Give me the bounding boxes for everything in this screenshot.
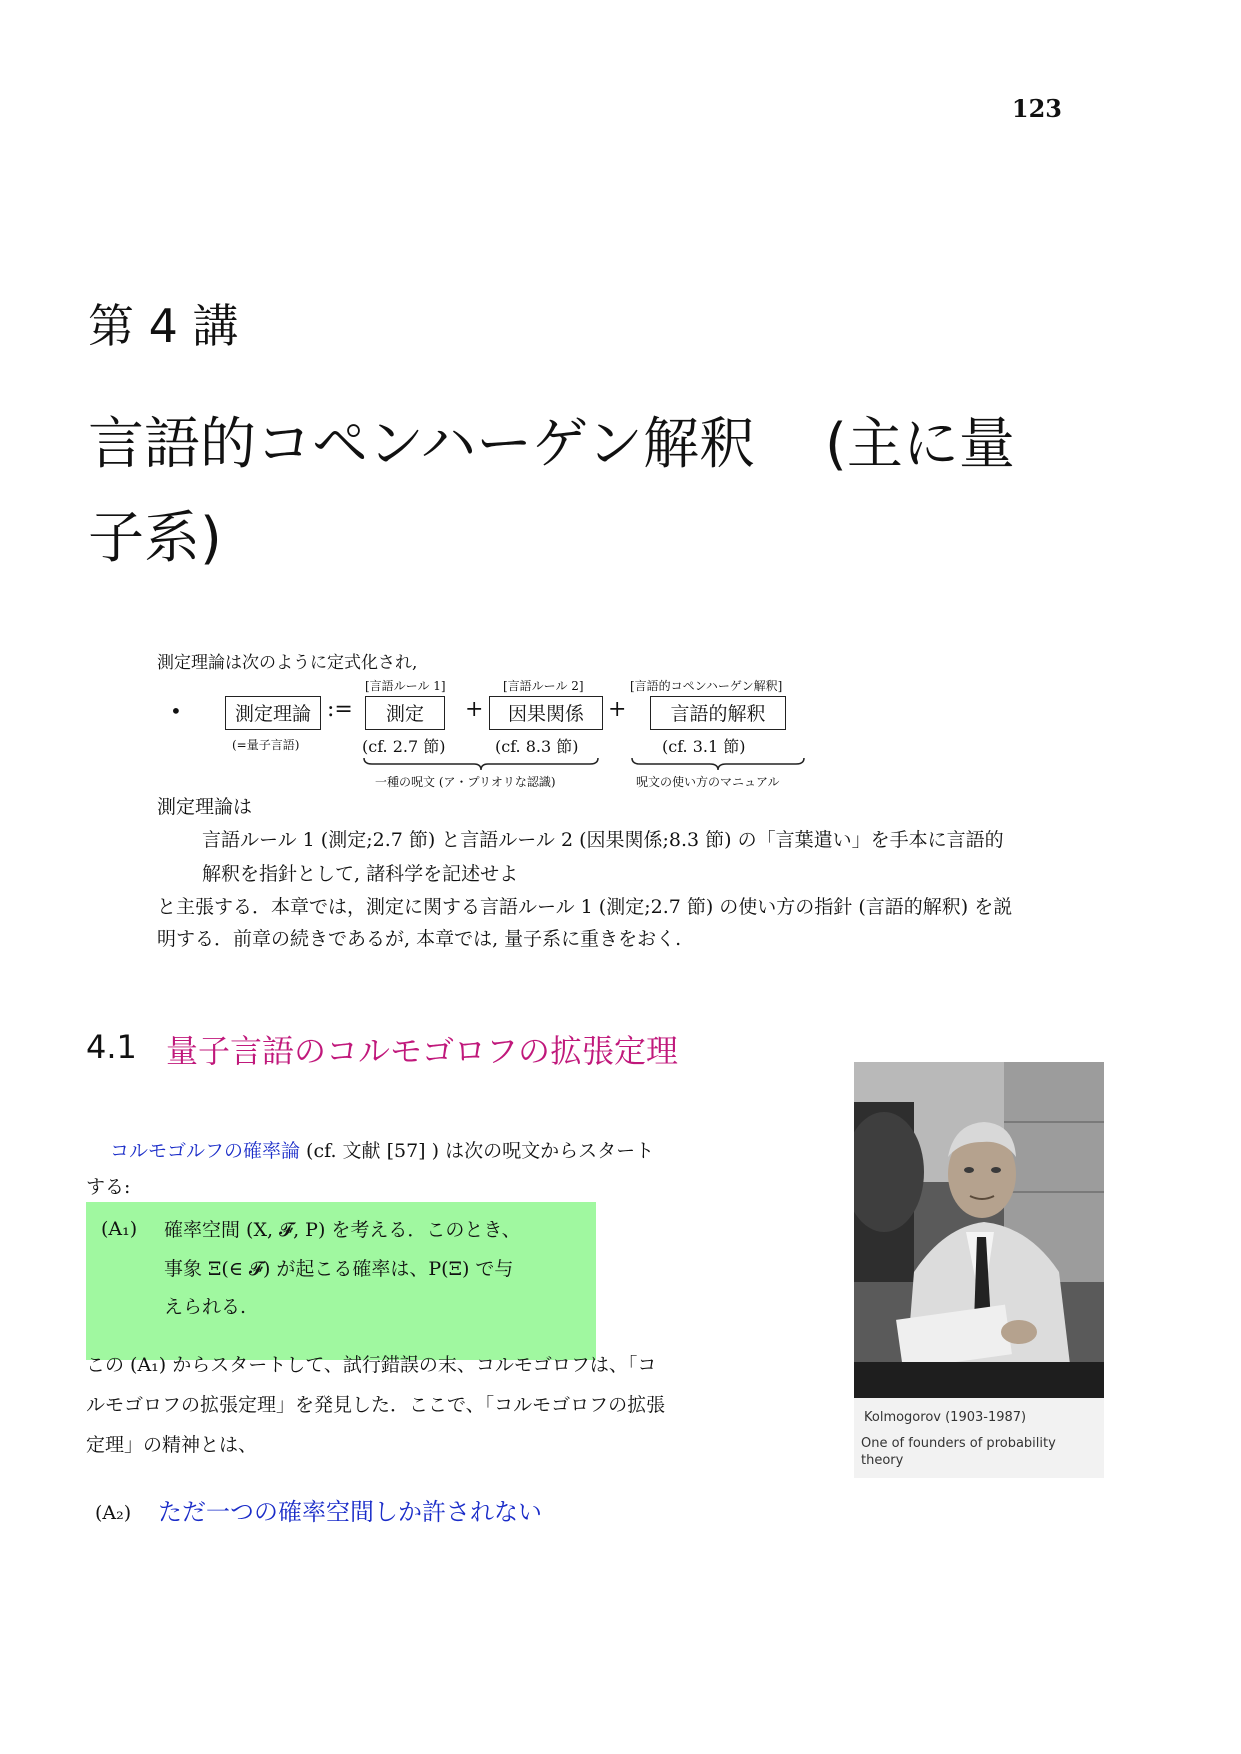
chapter-title-part1: 言語的コペンハーゲン解釈 xyxy=(88,412,755,477)
photo-caption-desc-2: theory xyxy=(861,1453,904,1468)
section-number: 4.1 xyxy=(86,1028,137,1066)
para-2-line1: と主張する．本章では，測定に関する言語ルール 1 (測定;2.7 節) の使い方の指針 (言語的解釈) を説 xyxy=(157,896,1013,918)
section-title: 量子言語のコルモゴロフの拡張定理 xyxy=(166,1032,679,1070)
box2: 因果関係 xyxy=(489,696,603,730)
box1: 測定 xyxy=(365,696,445,730)
box3-cf: (cf. 3.1 節) xyxy=(662,737,746,756)
plus-op-1: + xyxy=(465,697,484,722)
lhs-box: 測定理論 xyxy=(225,696,321,730)
chapter-title-part2: (主に量 xyxy=(824,412,1015,477)
para-1-line1: 言語ルール 1 (測定;2.7 節) と言語ルール 2 (因果関係;8.3 節) の「言葉遣い」を手本に言語的 xyxy=(202,829,1004,851)
photo-caption-desc-1: One of founders of probability xyxy=(861,1436,1056,1451)
brace-2 xyxy=(630,756,806,772)
section-para-1-line1 xyxy=(110,1134,654,1168)
box3: 言語的解釈 xyxy=(650,696,786,730)
a1-line3: えられる. xyxy=(164,1296,247,1318)
lhs-note: (=量子言語) xyxy=(232,738,300,752)
box3-top: [言語的コペンハーゲン解釈] xyxy=(630,679,783,693)
section-para-2-line2: ルモゴロフの拡張定理」を発見した．ここで、「コルモゴロフの拡張 xyxy=(86,1394,666,1416)
a1-line2: 事象 Ξ(∈ 𝓕) が起こる確率は、P(Ξ) で与 xyxy=(164,1258,514,1280)
plus-op-2: + xyxy=(608,697,627,722)
para-1-line2: 解釈を指針として, 諸科学を記述せよ xyxy=(202,863,519,885)
assign-op: := xyxy=(327,697,353,722)
kolmogorov-photo xyxy=(854,1062,1104,1398)
box1-cf: (cf. 2.7 節) xyxy=(362,737,446,756)
a2-label: (A₂) xyxy=(95,1502,132,1524)
a2-text: ただ一つの確率空間しか許されない xyxy=(158,1498,542,1526)
para-2-line2: 明する．前章の続きであるが, 本章では, 量子系に重きをおく. xyxy=(157,928,682,950)
chapter-label: 第 4 講 xyxy=(88,299,239,353)
section-para-2-line3: 定理」の精神とは、 xyxy=(86,1434,258,1456)
chapter-title-part3: 子系) xyxy=(88,506,222,571)
probability-theory-link[interactable]: コルモゴルフの確率論 xyxy=(110,1140,301,1162)
portrait-illustration xyxy=(854,1062,1104,1398)
section-para-1-line2: する: xyxy=(86,1176,131,1198)
box1-top: [言語ルール 1] xyxy=(365,679,446,693)
section-para-2-line1: この (A₁) からスタートして、試行錯誤の末、コルモゴロフは、「コ xyxy=(86,1354,657,1376)
para-1-head: 測定理論は xyxy=(157,796,253,818)
bullet: • xyxy=(170,699,182,723)
brace-1 xyxy=(362,756,600,772)
box2-top: [言語ルール 2] xyxy=(503,679,584,693)
a1-line1: 確率空間 (X, 𝓕, P) を考える．このとき、 xyxy=(164,1219,521,1241)
chapter-title xyxy=(88,398,1088,586)
brace-2-label: 呪文の使い方のマニュアル xyxy=(636,775,780,789)
brace-1-label: 一種の呪文 (ア・プリオリな認識) xyxy=(375,775,556,789)
section-para-1-rest: (cf. 文献 [57] ) は次の呪文からスタート xyxy=(300,1140,655,1162)
page-number: 123 xyxy=(1011,94,1062,123)
photo-caption-name: Kolmogorov (1903-1987) xyxy=(864,1410,1027,1425)
photo-caption-panel xyxy=(854,1398,1104,1478)
intro-lead: 測定理論は次のように定式化され, xyxy=(157,653,418,673)
a1-label: (A₁) xyxy=(101,1218,138,1240)
box2-cf: (cf. 8.3 節) xyxy=(495,737,579,756)
